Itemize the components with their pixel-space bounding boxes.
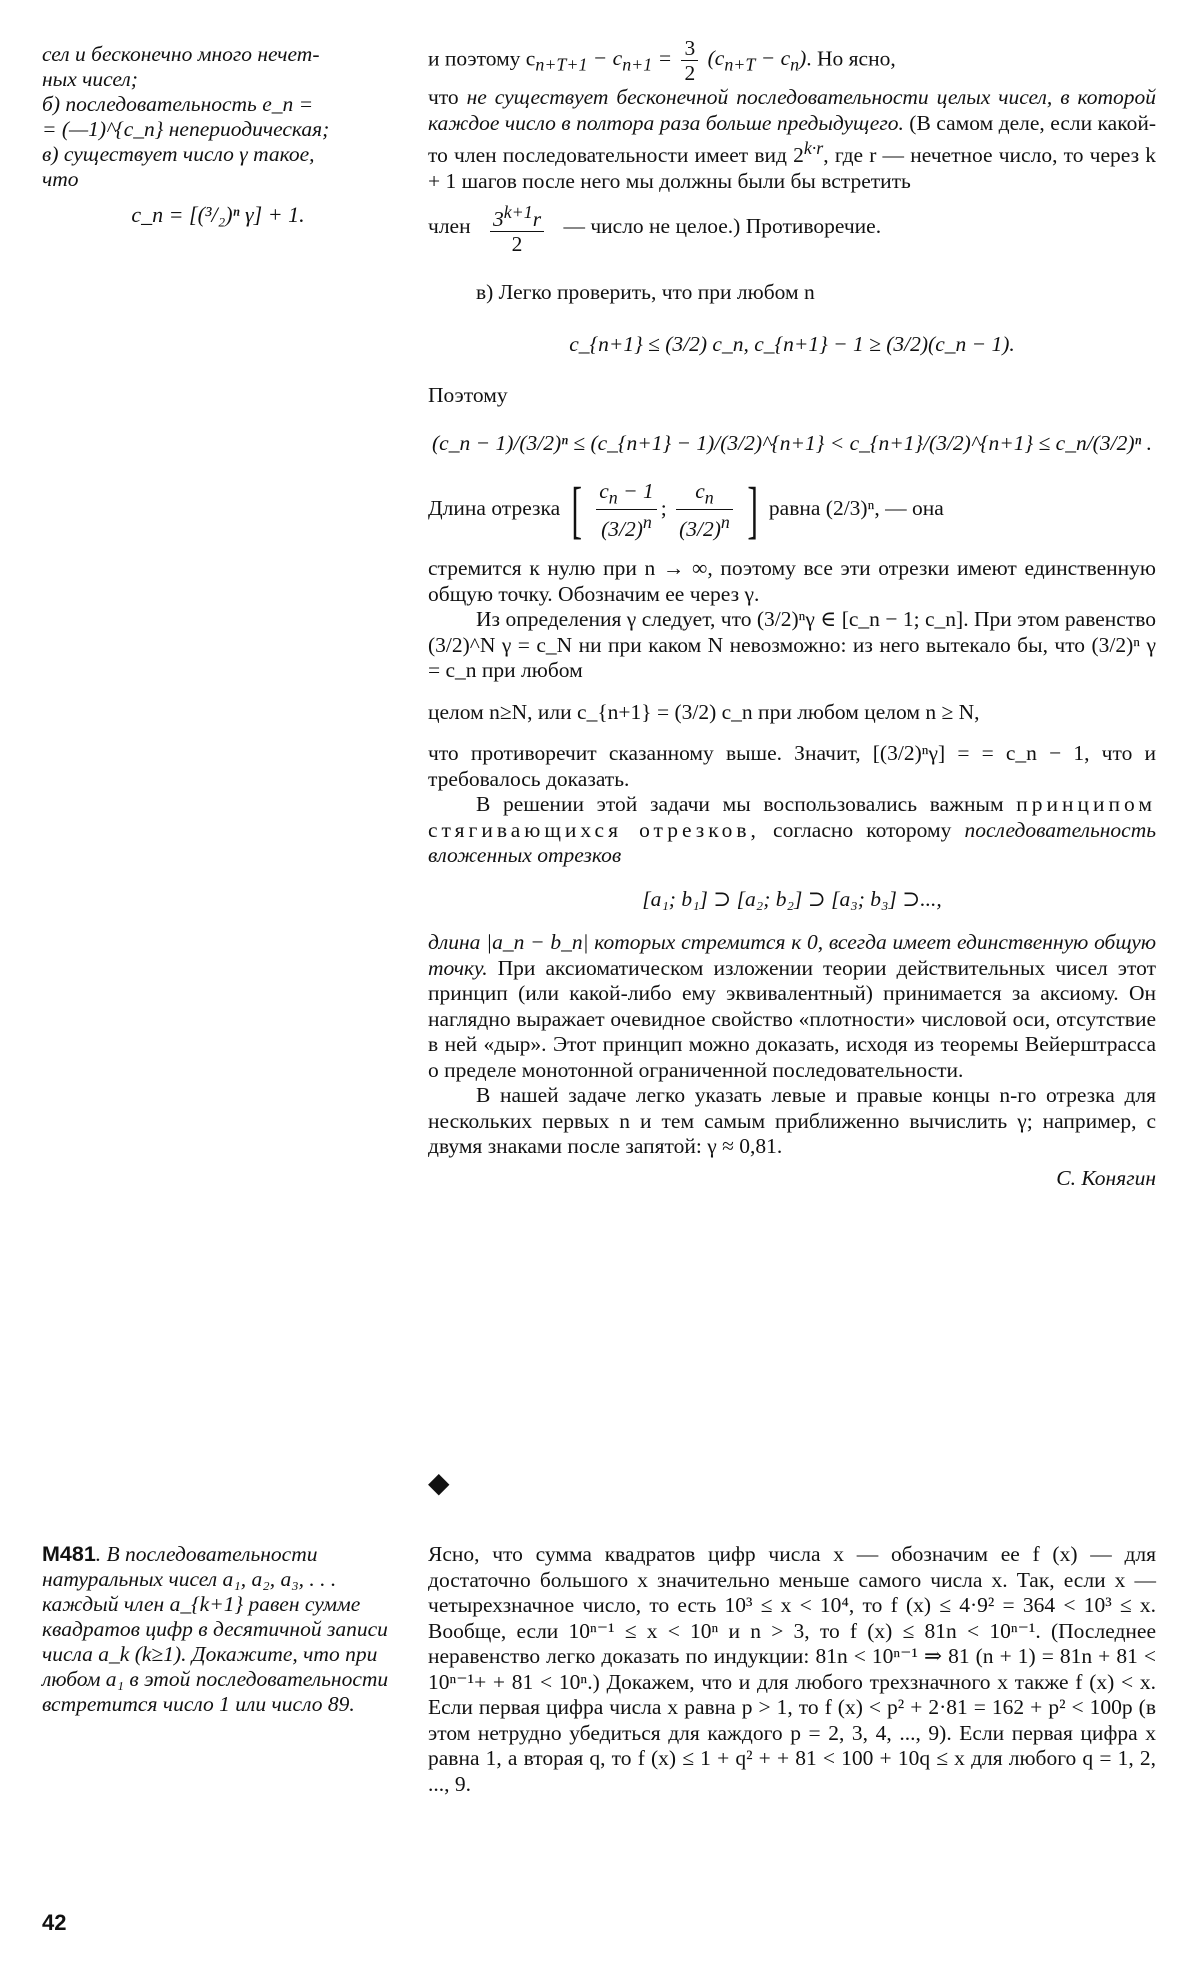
paragraph (428, 792, 1156, 869)
formula: (c_n − 1)/(3/2)ⁿ ≤ (c_{n+1} − 1)/(3/2)^{n+1} < c_{n+1}/(3/2)^{n+1} ≤ c_n/(3/2)ⁿ . (432, 430, 1152, 455)
fraction: $\frac{c_n}{(3/2)^n}$ (676, 479, 733, 541)
paragraph: стремится к нулю при n → ∞, поэтому все эти отрезки имеют единственную общую точку. Обозначим ее через γ. (428, 556, 1156, 606)
page-number: 42 (42, 1910, 67, 1935)
numerator: $3^{k+1}r$ (490, 200, 544, 232)
math-text: $_{n+T+1} - c_{n+1}$ = (535, 46, 678, 75)
problem-text (42, 1542, 394, 1717)
problem-label: М481 (42, 1542, 96, 1566)
italic-text: последовательность вложенных отрезков (428, 817, 1156, 868)
equation-line (428, 200, 1156, 256)
text: и поэтому c (428, 46, 536, 71)
text: Длина отрезка (428, 496, 561, 521)
text: (В самом деле, если какой-то член последовательности имеет вид 2 (428, 110, 1156, 168)
solution-column (428, 36, 1156, 1191)
text: согласно которому (759, 817, 965, 842)
italic-text: длина |a_n − b_n| которых стремится к 0, всегда имеет единственную общую точку. (428, 930, 1156, 980)
problem-statement-continued (42, 42, 394, 227)
denominator: 2 (684, 61, 696, 85)
text: . Но ясно, (806, 46, 896, 71)
formula: [a₁; b₁] ⊃ [a₂; b₂] ⊃ [a₃; b₃] ⊃..., (642, 886, 942, 911)
text: — число не целое.) Противоречие. (563, 214, 882, 239)
formula: c_n = [(³/₂)ⁿ γ] + 1. (131, 202, 305, 227)
text: член (428, 214, 471, 239)
italic-text: не существует бесконечной последовательности целых чисел, в которой каждое число в полтора раза больше предыдущего. (428, 85, 1156, 135)
text: . В последовательности натуральных чисел a₁, a₂, a₃, . . . каждый член a_{k+1} равен сумме квадратов цифр в десятичной записи числа a_k (k≥1). Докажите, что при любом a₁ в этой последовательности встретится число 1 или число 89. (42, 1542, 389, 1716)
problem-m481 (42, 1542, 394, 1717)
problem-m481-solution (428, 1542, 1156, 1797)
text-line: = (—1)^{c_n} непериодическая; (42, 117, 330, 141)
text: равна (2/3)ⁿ, — она (768, 496, 944, 521)
author-signature: С. Конягин (1056, 1165, 1156, 1190)
fraction (681, 36, 698, 85)
text-line: в) существует число γ такое, (42, 142, 315, 166)
numerator: 3 (681, 36, 698, 61)
text-line: Поэтому (428, 383, 508, 408)
paragraph (428, 930, 1156, 1083)
denominator: 2 (511, 232, 523, 257)
fraction (490, 200, 544, 256)
diamond-separator-icon: ◆ (428, 1468, 450, 1499)
bracket: ] (747, 474, 759, 546)
text-line: б) последовательность e_n = (42, 92, 314, 116)
spaced-text: принципом стягивающихся отрезков, (428, 792, 1156, 842)
text: что (428, 85, 467, 109)
equation-line: целом n≥N, или c_{n+1} = (3/2) c_n при любом целом n ≥ N, (428, 699, 980, 724)
math-text: $(c_{n+T} - c_n)$ (707, 46, 807, 75)
paragraph (428, 85, 1156, 194)
formula: c_{n+1} ≤ (3/2) c_n, c_{n+1} − 1 ≥ (3/2)(c_n − 1). (569, 331, 1015, 356)
text: При аксиоматическом изложении теории действительных чисел этот принцип (или какой-либо ему эквивалентный) принимается за аксиому. Он наглядно выражает очевидное свойство «плотности» числовой оси, отсутствие в ней «дыр». Этот принцип можно доказать, исходя из теоремы Вейерштрасса о пределе монотонной ограниченной последовательности. (428, 955, 1156, 1082)
paragraph: что противоречит сказанному выше. Значит, [(3/2)ⁿγ] = = c_n − 1, что и требовалось доказать. (428, 741, 1156, 791)
text-line: сел и бесконечно много нечет- (42, 42, 320, 66)
paragraph: В нашей задаче легко указать левые и правые концы n-го отрезка для нескольких первых n и тем самым приближенно вычислить γ; например, с двумя знаками после запятой: γ ≈ 0,81. (428, 1083, 1156, 1159)
math-text: k·r (803, 138, 824, 158)
equation-line (428, 36, 1156, 85)
text-line: что (42, 167, 79, 191)
fraction: $\frac{c_n - 1}{(3/2)^n}$ (596, 479, 657, 541)
text-line: ных чисел; (42, 67, 138, 91)
text: В решении этой задачи мы воспользовались важным (476, 792, 1017, 817)
text-line: в) Легко проверить, что при любом n (476, 280, 815, 305)
equation-line: Длина отрезка [ $\frac{c_n - 1}{(3/2)^n}$ ; $\frac{c_n}{(3/2)^n}$ ] равна (2/3)ⁿ, — она (428, 474, 944, 546)
paragraph: Ясно, что сумма квадратов цифр числа x — обозначим ее f (x) — для достаточно большого x значительно меньше самого числа x. Так, если x — четырехзначное число, то есть 10³ ≤ x < 10⁴, то f (x) ≤ 4·9² = 364 < 10³ ≤ x. Вообще, если 10ⁿ⁻¹ ≤ x < 10ⁿ и n > 3, то f (x) ≤ 81n < 10ⁿ⁻¹. (Последнее неравенство легко доказать по индукции: 81n < 10ⁿ⁻¹ ⇒ 81 (n + 1) = 81n + 81 < 10ⁿ⁻¹+ + 81 < 10ⁿ.) Докажем, что и для любого трехзначного x также f (x) < x. Если первая цифра числа x равна p > 1, то f (x) < p² + 2·81 = 162 + p² < 100p (в этом нетрудно убедиться для каждого p = 2, 3, 4, ..., 9). Если первая цифра x равна 1, а вторая q, то f (x) ≤ 1 + q² + + 81 < 100 + 10q ≤ x для любого q = 1, 2, ..., 9. (428, 1542, 1156, 1796)
paragraph: Из определения γ следует, что (3/2)ⁿγ ∈ [c_n − 1; c_n]. При этом равенство (3/2)^N γ = c_N ни при каком N невозможно: из него вытекало бы, что (3/2)ⁿ γ = c_n при любом (428, 607, 1156, 683)
text: , где r — нечетное число, то через k + 1 шагов после него мы должны были бы встретить (428, 143, 1157, 193)
bracket: [ (570, 474, 582, 546)
